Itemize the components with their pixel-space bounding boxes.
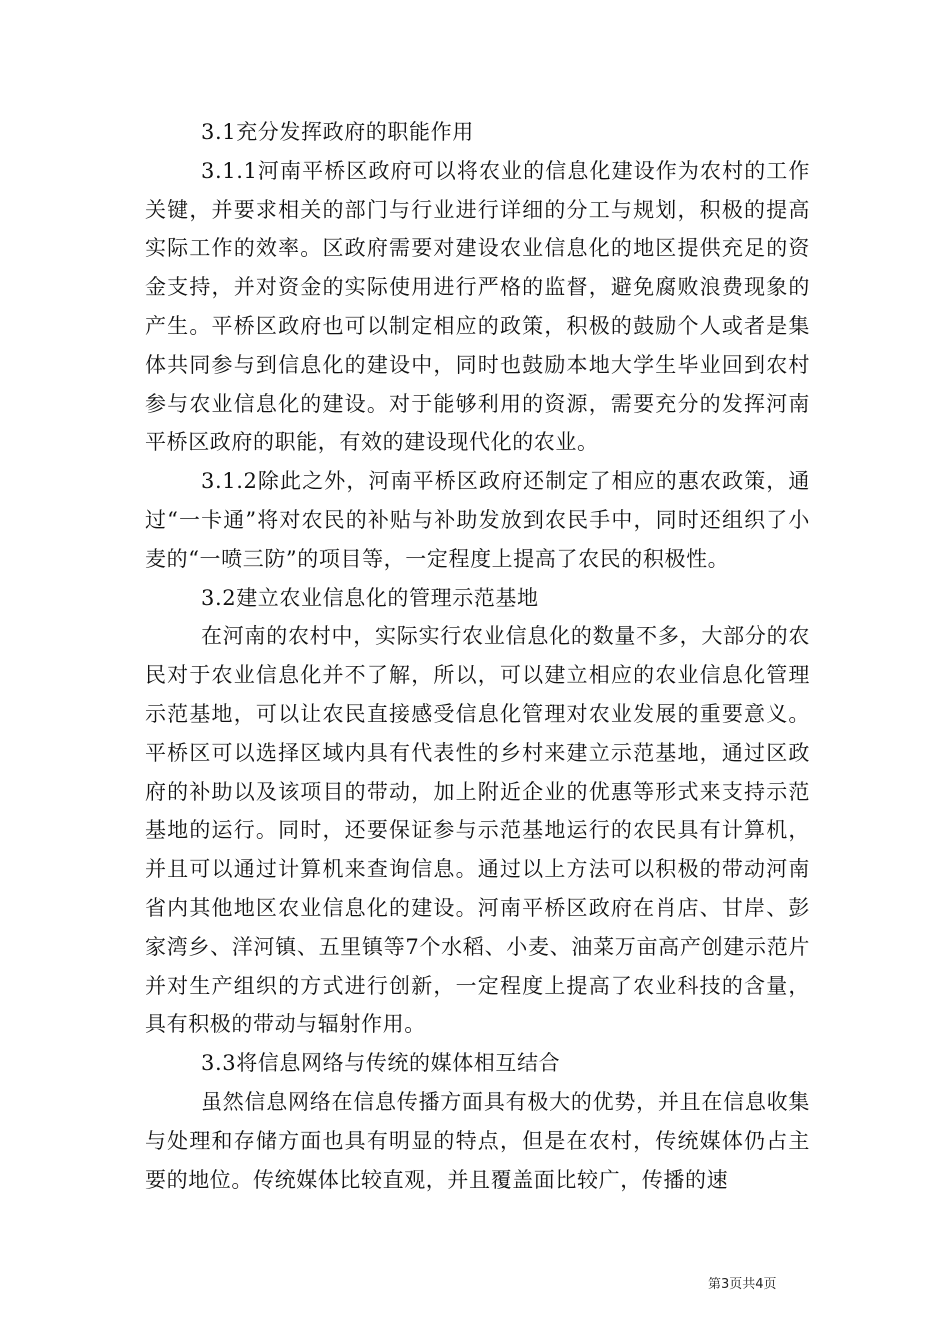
section-heading-3-1: 3.1充分发挥政府的职能作用 bbox=[201, 120, 474, 144]
section-heading-3-3: 3.3将信息网络与传统的媒体相互结合 bbox=[201, 1051, 561, 1076]
paragraph-3-1-2: 3.1.2除此之外，河南平桥区政府还制定了相应的惠农政策，通过“一卡通”将对农民的补贴与补助发放到农民手中，同时还组织了小麦的“一喷三防”的项目等，一定程度上提高了农民的积极性。 bbox=[145, 469, 810, 571]
paragraph-3-3-body: 虽然信息网络在信息传播方面具有极大的优势，并且在信息收集与处理和存储方面也具有明显的特点，但是在农村，传统媒体仍占主要的地位。传统媒体比较直观，并且覆盖面比较广，传播的速 bbox=[145, 1089, 810, 1192]
section-heading-3-2: 3.2建立农业信息化的管理示范基地 bbox=[201, 585, 539, 610]
page-number-footer: 第3页共4页 bbox=[708, 1277, 777, 1292]
paragraph-3-1-1: 3.1.1河南平桥区政府可以将农业的信息化建设作为农村的工作关键，并要求相关的部门与行业进行详细的分工与规划，积极的提高实际工作的效率。区政府需要对建设农业信息化的地区提供充足的资金支持，并对资金的实际使用进行严格的监督，避免腐败浪费现象的产生。平桥区政府也可以制定相应的政策，积极的鼓励个人或者是集体共同参与到信息化的建设中，同时也鼓励本地大学生毕业回到农村参与农业信息化的建设。对于能够利用的资源，需要充分的发挥河南平桥区政府的职能，有效的建设现代化的农业。 bbox=[145, 158, 810, 455]
document-body bbox=[145, 113, 810, 1199]
paragraph-3-2-body: 在河南的农村中，实际实行农业信息化的数量不多，大部分的农民对于农业信息化并不了解，所以，可以建立相应的农业信息化管理示范基地，可以让农民直接感受信息化管理对农业发展的重要意义。平桥区可以选择区域内具有代表性的乡村来建立示范基地，通过区政府的补助以及该项目的带动，加上附近企业的优惠等形式来支持示范基地的运行。同时，还要保证参与示范基地运行的农民具有计算机，并且可以通过计算机来查询信息。通过以上方法可以积极的带动河南省内其他地区农业信息化的建设。河南平桥区政府在肖店、甘岸、彭家湾乡、洋河镇、五里镇等7个水稻、小麦、油菜万亩高产创建示范片并对生产组织的方式进行创新，一定程度上提高了农业科技的含量，具有积极的带动与辐射作用。 bbox=[145, 624, 810, 1037]
